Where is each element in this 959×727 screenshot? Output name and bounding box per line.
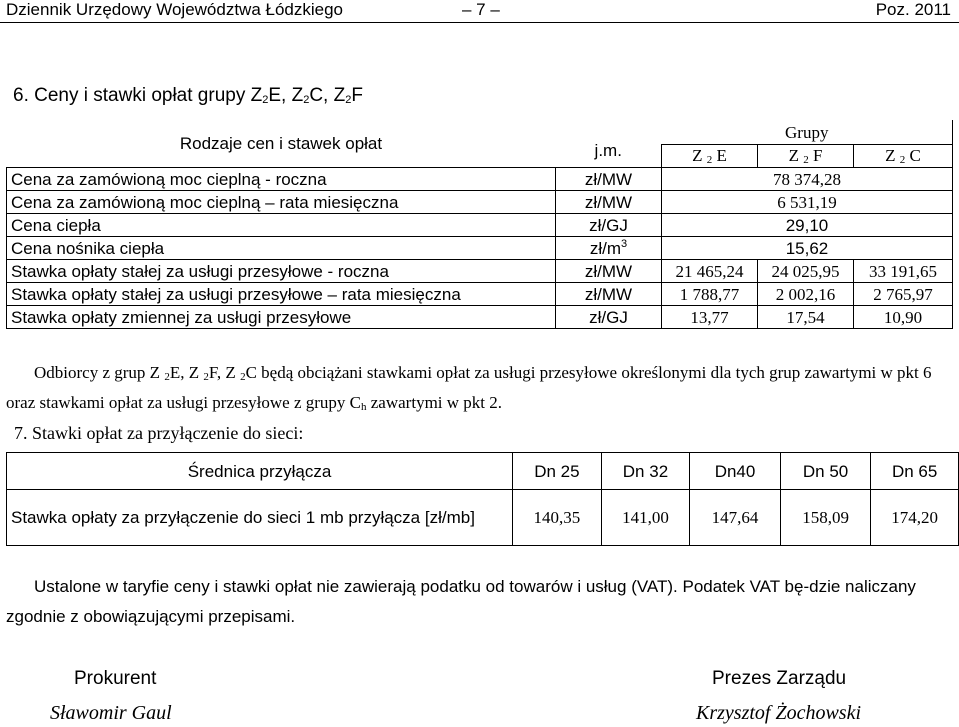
groups-note: Odbiorcy z grup Z $_2$E, Z $_2$F, Z $_2$C będą obciążani stawkami opłat za usługi przesyłowe określonymi dla tych grup zawartymi w pkt 6 oraz stawkami opłat za usługi przesyłowe z grupy $C_h$ zawartymi w pkt 2. (6, 363, 932, 413)
col-header-groups: Grupy (662, 120, 953, 145)
col-header-unit: j.m. (594, 141, 622, 160)
vat-note: Ustalone w taryfie ceny i stawki opłat nie zawierają podatku od towarów i usług (VAT). Podatek VAT bę-dzie naliczany zgodnie z obowiązującymi przepisami. (6, 577, 916, 626)
column-header: Dn 25 (513, 453, 602, 490)
fee-value: 174,20 (871, 490, 959, 546)
signature-president-name: Krzysztof Żochowski (696, 702, 862, 724)
prices-table (6, 120, 953, 329)
journal-title: Dziennik Urzędowy Województwa Łódzkiego (6, 0, 344, 19)
table-row: Cena nośnika ciepła $zł/m^3$ 15,62 (7, 237, 953, 260)
column-header: Dn 65 (871, 453, 959, 490)
table-row: Cena za zamówioną moc cieplną - roczna zł/MW 78 374,28 (7, 168, 953, 191)
group-z2e: Z $_2$ E (662, 145, 758, 168)
group-z2f: Z $_2$ F (758, 145, 854, 168)
fee-row-label: Stawka opłaty za przyłączenie do sieci 1 mb przyłącza [zł/mb] (7, 490, 513, 546)
table-row: Stawka opłaty stałej za usługi przesyłowe – rata miesięczna zł/MW 1 788,77 2 002,16 2 765,97 (7, 283, 953, 306)
fee-value: 140,35 (513, 490, 602, 546)
signature-president-role: Prezes Zarządu (712, 668, 847, 689)
position-number: Poz. 2011 (875, 0, 951, 19)
table-row: Stawka opłaty zmiennej za usługi przesyłowe zł/GJ 13,77 17,54 10,90 (7, 306, 953, 329)
section-7-title: 7. Stawki opłat za przyłączenie do sieci: (14, 423, 304, 443)
column-header: Dn40 (690, 453, 781, 490)
col-header-name: Rodzaje cen i stawek opłat (179, 134, 383, 153)
signature-prokurent-name: Sławomir Gaul (50, 702, 172, 724)
column-header: Dn 50 (780, 453, 871, 490)
table-row: Cena za zamówioną moc cieplną – rata miesięczna zł/MW 6 531,19 (7, 191, 953, 214)
fee-value: 147,64 (690, 490, 781, 546)
group-z2c: Z $_2$ C (854, 145, 953, 168)
fee-value: 158,09 (780, 490, 871, 546)
diameter-header: Średnica przyłącza (7, 453, 513, 490)
fee-value: 141,00 (601, 490, 690, 546)
connection-fees-table (6, 452, 959, 546)
signature-prokurent-role: Prokurent (74, 668, 157, 689)
column-header: Dn 32 (601, 453, 690, 490)
page-number: – 7 – (462, 0, 500, 19)
table-row: Cena ciepła zł/GJ 29,10 (7, 214, 953, 237)
section-6-title: 6. Ceny i stawki opłat grupy $Z_2E$, $Z_2C$, $Z_2F$ (13, 85, 363, 106)
table-row: Stawka opłaty stałej za usługi przesyłowe - roczna zł/MW 21 465,24 24 025,95 33 191,65 (7, 260, 953, 283)
page-header (0, 0, 959, 23)
